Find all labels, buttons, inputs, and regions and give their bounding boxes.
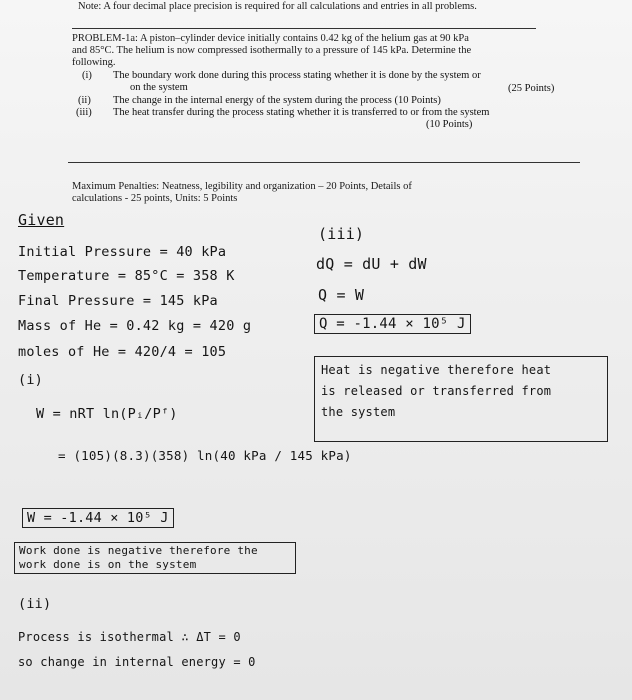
heat-result-box: Q = -1.44 × 10⁵ J: [314, 314, 471, 334]
header-rule: [72, 28, 536, 29]
isothermal-statement: Process is isothermal ∴ ΔT = 0: [18, 630, 241, 644]
problem-rule: [68, 162, 580, 163]
heat-note-line-3: the system: [321, 405, 396, 419]
problem-line-3: following.: [72, 57, 116, 68]
internal-energy-statement: so change in internal energy = 0: [18, 655, 256, 669]
item-iii-points: (10 Points): [426, 119, 473, 130]
first-law: dQ = dU + dW: [316, 255, 427, 273]
q-equals-w: Q = W: [318, 286, 365, 304]
heat-note-line-1: Heat is negative therefore heat: [321, 363, 552, 377]
temperature: Temperature = 85°C = 358 K: [18, 268, 235, 284]
item-iii-text: The heat transfer during the process stating whether it is transferred to or from the system: [113, 107, 490, 118]
heat-note-box: [314, 356, 608, 442]
penalties-line-2: calculations - 25 points, Units: 5 Points: [72, 193, 238, 204]
mass-of-helium: Mass of He = 0.42 kg = 420 g: [18, 318, 252, 334]
penalties-line-1: Maximum Penalties: Neatness, legibility and organization – 20 Points, Details of: [72, 181, 412, 192]
given-heading: Given: [18, 211, 65, 229]
item-i-number: (i): [82, 70, 92, 81]
problem-line-1: PROBLEM-1a: A piston–cylinder device initially contains 0.42 kg of the helium gas at 90 kPa: [72, 33, 469, 44]
item-iii-number: (iii): [76, 107, 92, 118]
work-substitution: = (105)(8.3)(358) ln(40 kPa / 145 kPa): [58, 448, 352, 463]
moles-of-helium: moles of He = 420/4 = 105: [18, 344, 227, 360]
item-i-line-1: The boundary work done during this process stating whether it is done by the system or: [113, 70, 481, 81]
work-note-box: [14, 542, 296, 574]
item-i-line-2: on the system: [130, 82, 188, 93]
part-iii-label: (iii): [318, 225, 365, 243]
part-i-label: (i): [18, 372, 43, 388]
item-i-points: (25 Points): [508, 83, 555, 94]
problem-statement: [72, 33, 572, 69]
heat-note-line-2: is released or transferred from: [321, 384, 552, 398]
work-formula: W = nRT ln(Pᵢ/Pᶠ): [36, 406, 178, 422]
penalties: [72, 181, 572, 205]
part-ii-label: (ii): [18, 596, 52, 612]
work-note-line-2: work done is on the system: [19, 558, 197, 571]
item-ii-text: The change in the internal energy of the system during the process (10 Points): [113, 95, 441, 106]
precision-note: [78, 1, 548, 13]
work-result-box: W = -1.44 × 10⁵ J: [22, 508, 174, 528]
precision-note-text: Note: A four decimal place precision is required for all calculations and entries in all problems.: [78, 1, 477, 12]
initial-pressure: Initial Pressure = 40 kPa: [18, 244, 227, 260]
item-ii-number: (ii): [78, 95, 91, 106]
problem-line-2: and 85°C. The helium is now compressed isothermally to a pressure of 145 kPa. Determine the: [72, 45, 472, 56]
final-pressure: Final Pressure = 145 kPa: [18, 293, 218, 309]
work-note-line-1: Work done is negative therefore the: [19, 544, 258, 557]
